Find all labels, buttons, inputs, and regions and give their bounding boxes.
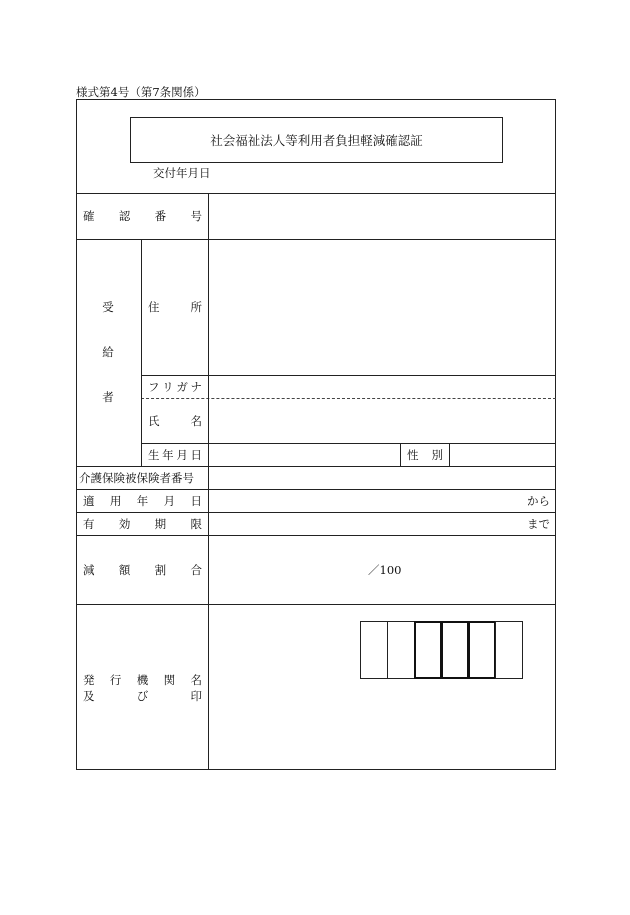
valid-period-label: 有 効 期 限	[83, 517, 202, 531]
reduction-rate-label: 減 額 割 合	[83, 563, 202, 577]
sex-field[interactable]	[450, 444, 555, 465]
seal-box	[441, 621, 469, 679]
column-divider	[141, 239, 142, 466]
valid-period-field[interactable]	[209, 513, 550, 535]
seal-box	[387, 621, 415, 679]
reduction-rate-value: ／100	[368, 563, 402, 577]
furigana-field[interactable]	[209, 376, 555, 397]
name-label: 氏 名	[148, 414, 202, 428]
applicable-from-text: から	[527, 494, 550, 508]
insured-number-label: 介護保険被保険者番号	[79, 471, 194, 485]
furigana-label: フ リ ガ ナ	[148, 380, 202, 394]
applicable-date-field[interactable]	[209, 490, 550, 512]
valid-until-text: まで	[527, 517, 550, 531]
name-field[interactable]	[209, 399, 555, 442]
seal-box	[495, 621, 523, 679]
column-divider	[400, 443, 401, 466]
certificate-title: 社会福祉法人等利用者負担軽減確認証	[130, 117, 503, 163]
seal-box	[414, 621, 442, 679]
recipient-label: 受 給 者	[102, 300, 114, 404]
form-number: 様式第4号（第7条関係）	[76, 85, 206, 99]
insured-number-field[interactable]	[209, 467, 555, 488]
issuer-label-line2: 及 び 印	[83, 689, 202, 703]
confirmation-number-field[interactable]	[209, 194, 555, 238]
seal-box	[468, 621, 496, 679]
address-label: 住 所	[148, 300, 202, 314]
confirmation-number-label: 確 認 番 号	[83, 209, 202, 223]
birth-date-field[interactable]	[209, 444, 399, 465]
address-field[interactable]	[209, 240, 555, 374]
seal-box	[360, 621, 388, 679]
issue-date-label: 交付年月日	[153, 166, 211, 180]
birth-date-label: 生 年 月 日	[148, 448, 202, 462]
sex-label: 性 別	[407, 448, 443, 462]
issuer-label-line1: 発 行 機 関 名	[83, 673, 202, 687]
applicable-date-label: 適 用 年 月 日	[83, 494, 202, 508]
reduction-rate-field[interactable]	[209, 536, 555, 604]
